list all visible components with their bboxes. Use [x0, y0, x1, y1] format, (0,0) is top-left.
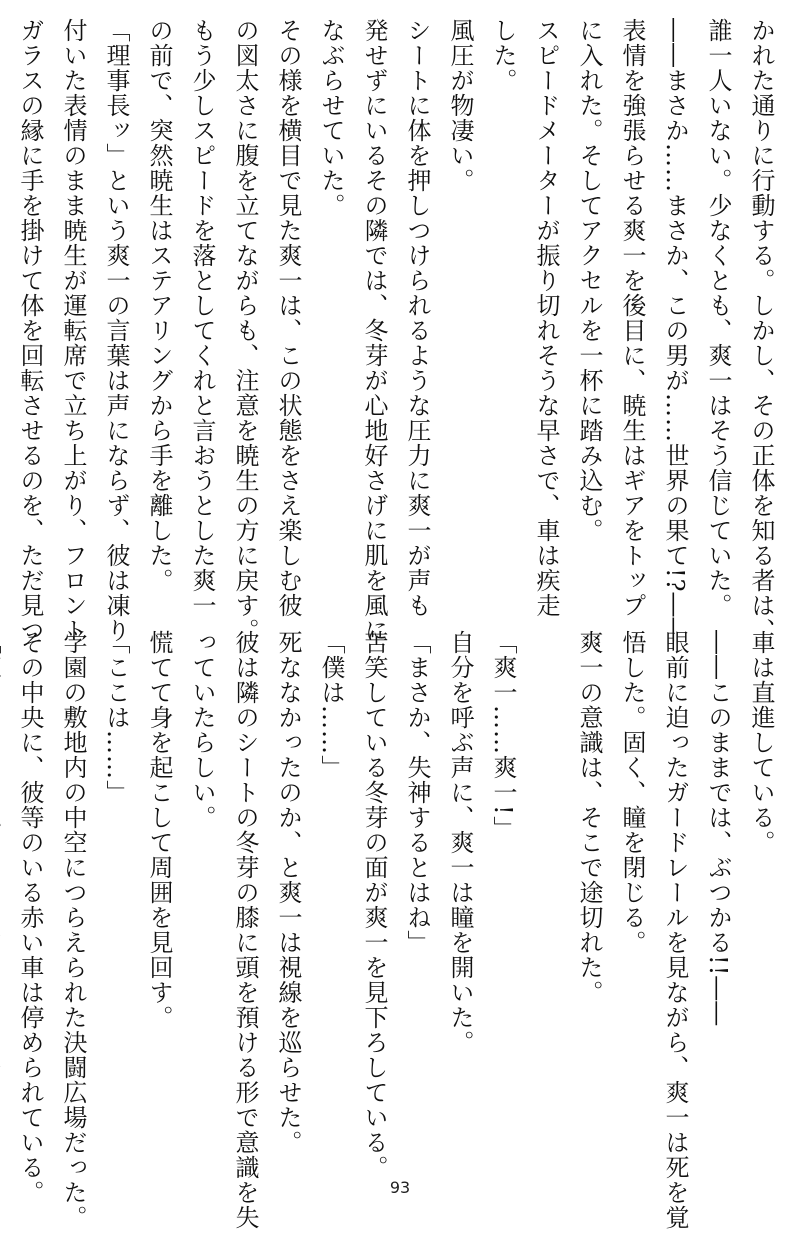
text-line: かれた通りに行動する。しかし、その正体を知る者は、 [747, 18, 775, 643]
text-line: ――このままでは、ぶつかる!!―― [704, 630, 732, 1027]
text-line: 悟した。固く、瞳を閉じる。 [618, 630, 646, 955]
text-line: 誰一人いない。少なくとも、爽一はそう信じていた。 [704, 18, 732, 618]
text-line: シートに体を押しつけられるような圧力に爽一が声も [403, 18, 431, 618]
upper-text-block [10, 18, 782, 643]
text-line: っていたらしい。 [188, 630, 216, 830]
text-line: その様を横目で見た爽一は、この状態をさえ楽しむ彼 [274, 18, 302, 618]
text-line: もう少しスピードを落としてくれと言おうとした爽一 [188, 18, 216, 618]
text-line: 苦笑している冬芽の面が爽一を見下ろしている。 [360, 630, 388, 1180]
text-line: その中央に、彼等のいる赤い車は停められている。 [16, 630, 44, 1205]
text-line: 付いた表情のまま暁生が運転席で立ち上がり、フロント [59, 18, 87, 643]
text-line: 発せずにいるその隣では、冬芽が心地好さげに肌を風に [360, 18, 388, 643]
text-line: 慌てて身を起こして周囲を見回す。 [145, 630, 173, 1030]
text-line: 「僕は……」 [317, 630, 345, 780]
text-line: の図太さに腹を立てながらも、注意を暁生の方に戻す。 [231, 18, 259, 643]
text-line: 「爽一……爽一!」 [489, 630, 517, 841]
text-line: 表情を強張らせる爽一を後目に、暁生はギアをトップ [618, 18, 646, 618]
text-line: 学園の敷地内の中空につらえられた決闘広場だった。 [59, 630, 87, 1230]
text-line: 「理事長ッ」という爽一の言葉は声にならず、彼は凍り [102, 18, 130, 643]
text-line: 風圧が物凄い。 [446, 18, 474, 193]
text-line: 「ここは……」 [102, 630, 130, 805]
text-line [524, 630, 567, 1130]
page-number: 93 [389, 1178, 411, 1197]
text-line [0, 18, 8, 580]
text-line: 自分を呼ぶ声に、爽一は瞳を開いた。 [446, 630, 474, 1055]
text-line: なぶらせていた。 [317, 18, 345, 218]
text-line: ガラスの縁に手を掛けて体を回転させるのを、ただ見つ [16, 18, 44, 643]
text-line: に入れた。そしてアクセルを一杯に踏み込む。 [575, 18, 603, 543]
text-line: 彼は隣のシートの冬芽の膝に頭を預ける形で意識を失 [231, 630, 259, 1230]
text-line: ――まさか……まさか、この男が……世界の果て!?―― [661, 18, 689, 643]
text-line: した。 [489, 18, 517, 93]
text-line: スピードメーターが振り切れそうな早さで、車は疾走 [532, 18, 560, 618]
text-line: 車は直進している。 [747, 630, 775, 855]
text-line: 眼前に迫ったガードレールを見ながら、爽一は死を覚 [661, 630, 689, 1230]
text-line: 爽一の意識は、そこで途切れた。 [575, 630, 603, 1005]
text-line: の前で、突然暁生はステアリングから手を離した。 [145, 18, 173, 593]
text-line: 死ななかったのか、と爽一は視線を巡らせた。 [274, 630, 302, 1155]
text-line: 「まさか、失神するとはね」 [403, 630, 431, 955]
text-line [0, 630, 8, 1130]
